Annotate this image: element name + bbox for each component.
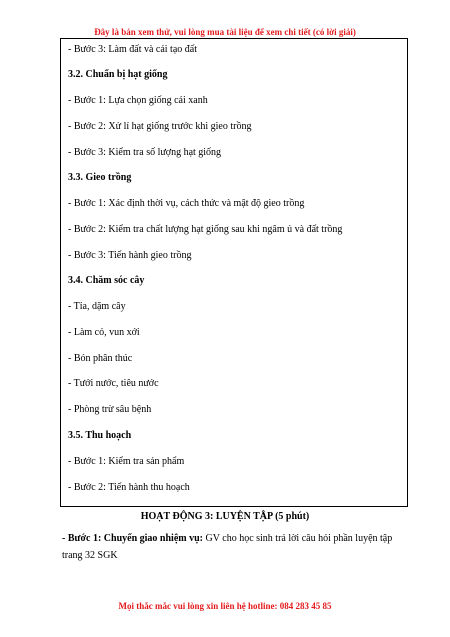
step-text: GV cho học sinh trả lời câu hỏi phần luyện tập trang 32 SGK: [62, 533, 393, 561]
content-table-box: [60, 38, 408, 507]
step-label: - Bước 1: Chuyển giao nhiệm vụ:: [62, 533, 203, 544]
list-item: - Làm cỏ, vun xới: [68, 327, 140, 338]
section-heading: 3.5. Thu hoạch: [68, 430, 132, 441]
list-item: - Tỉa, dặm cây: [68, 301, 126, 312]
section-heading: 3.2. Chuẩn bị hạt giống: [68, 69, 168, 80]
list-item: - Bước 3: Làm đất và cải tạo đất: [68, 44, 197, 55]
list-item: - Bước 3: Kiểm tra số lượng hạt giống: [68, 147, 222, 158]
list-item: - Bước 1: Xác định thời vụ, cách thức và mật độ gieo trồng: [68, 198, 305, 209]
section-heading: 3.4. Chăm sóc cây: [68, 275, 145, 286]
activity-title: HOẠT ĐỘNG 3: LUYỆN TẬP (5 phút): [140, 511, 310, 522]
hotline-banner: Mọi thắc mắc vui lòng xin liên hệ hotline: 084 283 45 85: [118, 601, 332, 611]
task-paragraph: [62, 530, 402, 564]
list-item: - Bước 2: Tiến hành thu hoạch: [68, 482, 190, 493]
preview-banner: Đây là bản xem thử, vui lòng mua tài liệu để xem chi tiết (có lời giải): [94, 27, 356, 37]
list-item: - Bước 3: Tiến hành gieo trồng: [68, 250, 192, 261]
list-item: - Bón phân thúc: [68, 353, 133, 364]
list-item: - Bước 2: Xử lí hạt giống trước khi gieo trồng: [68, 121, 252, 132]
section-heading: 3.3. Gieo trồng: [68, 172, 132, 183]
list-item: - Bước 1: Kiểm tra sản phẩm: [68, 456, 185, 467]
list-item: - Tưới nước, tiêu nước: [68, 378, 159, 389]
list-item: - Phòng trừ sâu bệnh: [68, 404, 152, 415]
list-item: - Bước 1: Lựa chọn giống cải xanh: [68, 95, 208, 106]
list-item: - Bước 2: Kiểm tra chất lượng hạt giống sau khi ngâm ủ và đất trồng: [68, 224, 343, 235]
